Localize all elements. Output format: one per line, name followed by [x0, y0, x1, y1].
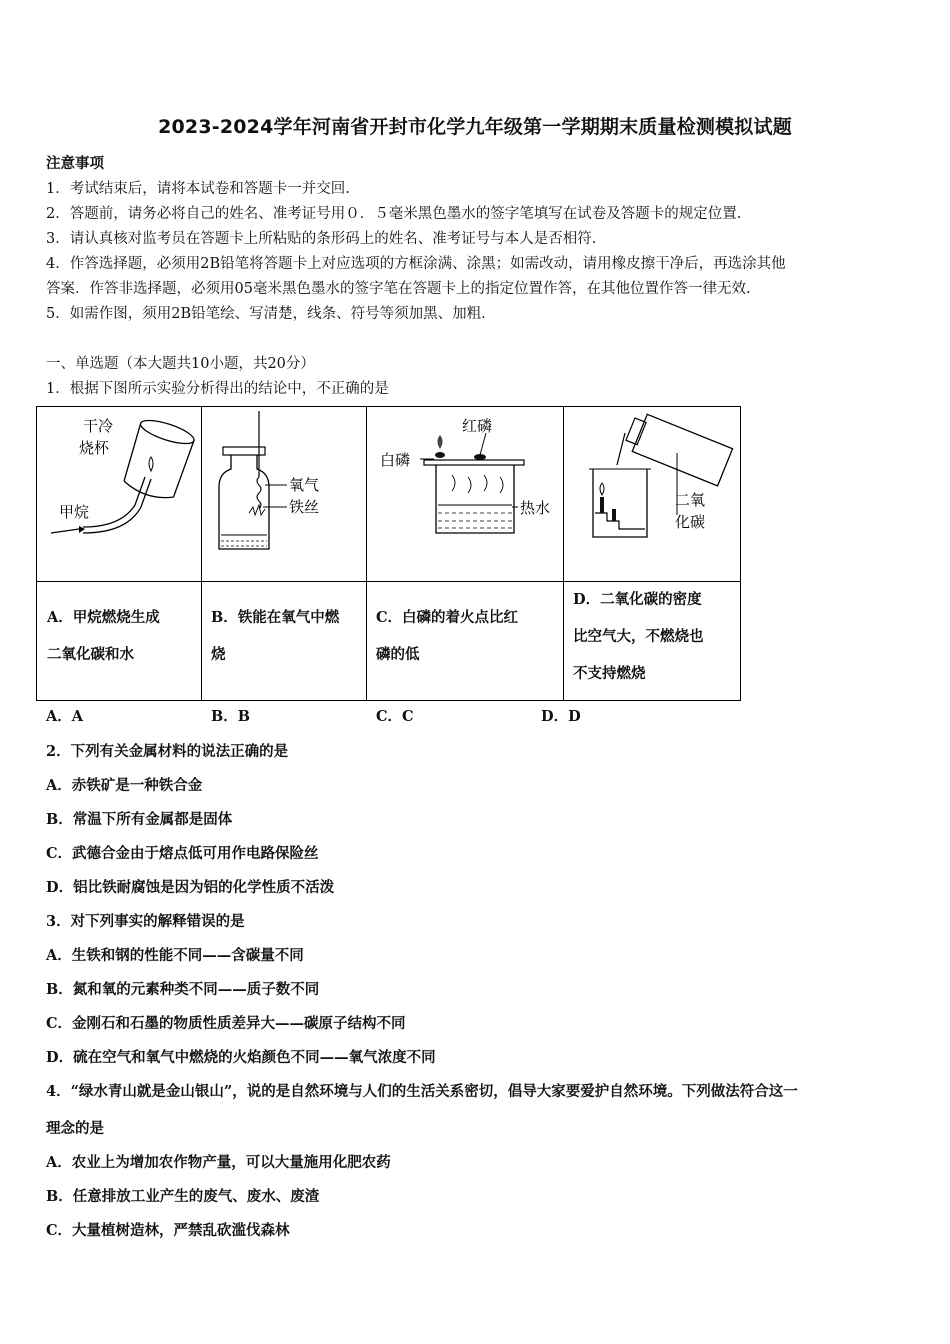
- notice-item: 2．答题前，请务必将自己的姓名、准考证号用０．５毫米黑色墨水的签字笔填写在试卷及答题卡的规定位置.: [46, 206, 742, 222]
- label-red-phosphorus: 红磷: [462, 417, 493, 435]
- notice-item: 1．考试结束后，请将本试卷和答题卡一并交回.: [46, 181, 350, 197]
- q1-cell-c: [376, 599, 518, 673]
- q2-option-a: A．赤铁矿是一种铁合金: [46, 777, 203, 794]
- q3-stem: 3．对下列事实的解释错误的是: [46, 913, 245, 930]
- q1-figure-table: [36, 406, 741, 701]
- figure-b-iron-in-oxygen: [203, 409, 365, 579]
- q4-option-c: C．大量植树造林，严禁乱砍滥伐森林: [46, 1222, 290, 1239]
- q1-option-b: B．B: [211, 708, 251, 725]
- label-white-phosphorus: 白磷: [380, 451, 411, 469]
- q3-option-b: B．氮和氧的元素种类不同——质子数不同: [46, 981, 320, 998]
- q1-option-c: C．C: [376, 708, 414, 725]
- q3-option-c: C．金刚石和石墨的物质性质差异大——碳原子结构不同: [46, 1015, 406, 1032]
- cell-text-line: 磷的低: [376, 646, 420, 663]
- label-hot-water: 热水: [520, 499, 551, 517]
- label-co2-1: 二氧: [675, 491, 706, 509]
- q2-stem: 2．下列有关金属材料的说法正确的是: [46, 743, 289, 760]
- label-gan-leng: 干冷: [83, 417, 114, 435]
- section-heading: 一、单选题（本大题共10小题，共20分）: [46, 356, 315, 372]
- cell-text-line: 烧: [211, 646, 226, 663]
- q4-option-b: B．任意排放工业产生的废气、废水、废渣: [46, 1188, 320, 1205]
- cell-text-line: B．铁能在氧气中燃: [211, 609, 340, 626]
- cell-text-line: 比空气大，不燃烧也: [573, 628, 704, 645]
- cell-text-line: A．甲烷燃烧生成: [47, 609, 160, 626]
- label-iron-wire: 铁丝: [289, 498, 320, 516]
- q1-option-a: A．A: [46, 708, 84, 725]
- cell-text-line: 二氧化碳和水: [47, 646, 134, 663]
- cell-text-line: 不支持燃烧: [573, 665, 646, 682]
- figure-a-methane-burning: [39, 409, 199, 579]
- q4-stem-line2: 理念的是: [46, 1120, 104, 1137]
- q1-cell-b: [211, 599, 339, 673]
- q1-cell-d: [573, 581, 704, 692]
- notice-heading: 注意事项: [46, 155, 104, 172]
- label-co2-2: 化碳: [675, 513, 706, 531]
- q1-cell-a: [47, 599, 160, 673]
- q1-stem: 1．根据下图所示实验分析得出的结论中，不正确的是: [46, 381, 389, 397]
- figure-c-phosphorus: [368, 409, 562, 579]
- notice-item: 3．请认真核对监考员在答题卡上所粘贴的条形码上的姓名、准考证号与本人是否相符.: [46, 231, 597, 247]
- cell-text-line: D．二氧化碳的密度: [573, 591, 702, 608]
- label-shao-bei: 烧杯: [79, 439, 110, 457]
- q3-option-a: A．生铁和钢的性能不同——含碳量不同: [46, 947, 304, 964]
- q4-stem-line1: 4．“绿水青山就是金山银山”，说的是自然环境与人们的生活关系密切，倡导大家要爱护自然环境。下列做法符合这一: [46, 1083, 798, 1100]
- notice-item: 答案．作答非选择题，必须用05毫米黑色墨水的签字笔在答题卡上的指定位置作答，在其他位置作答一律无效.: [46, 281, 751, 297]
- q2-option-b: B．常温下所有金属都是固体: [46, 811, 233, 828]
- q1-option-d: D．D: [541, 708, 581, 725]
- q2-option-d: D．铝比铁耐腐蚀是因为铝的化学性质不活泼: [46, 879, 335, 896]
- q4-option-a: A．农业上为增加农作物产量，可以大量施用化肥农药: [46, 1154, 391, 1171]
- q3-option-d: D．硫在空气和氧气中燃烧的火焰颜色不同——氧气浓度不同: [46, 1049, 436, 1066]
- label-oxygen: 氧气: [289, 476, 320, 494]
- cell-text-line: C．白磷的着火点比红: [376, 609, 519, 626]
- notice-item: 5．如需作图，须用2B铅笔绘、写清楚，线条、符号等须加黑、加粗.: [46, 306, 486, 322]
- notice-item: 4．作答选择题，必须用2B铅笔将答题卡上对应选项的方框涂满、涂黑；如需改动，请用橡皮擦干净后，再选涂其他: [46, 256, 786, 272]
- label-methane: 甲烷: [59, 503, 90, 521]
- page-title: 2023-2024学年河南省开封市化学九年级第一学期期末质量检测模拟试题: [158, 116, 792, 138]
- figure-d-carbon-dioxide: [565, 409, 739, 579]
- q2-option-c: C．武德合金由于熔点低可用作电路保险丝: [46, 845, 319, 862]
